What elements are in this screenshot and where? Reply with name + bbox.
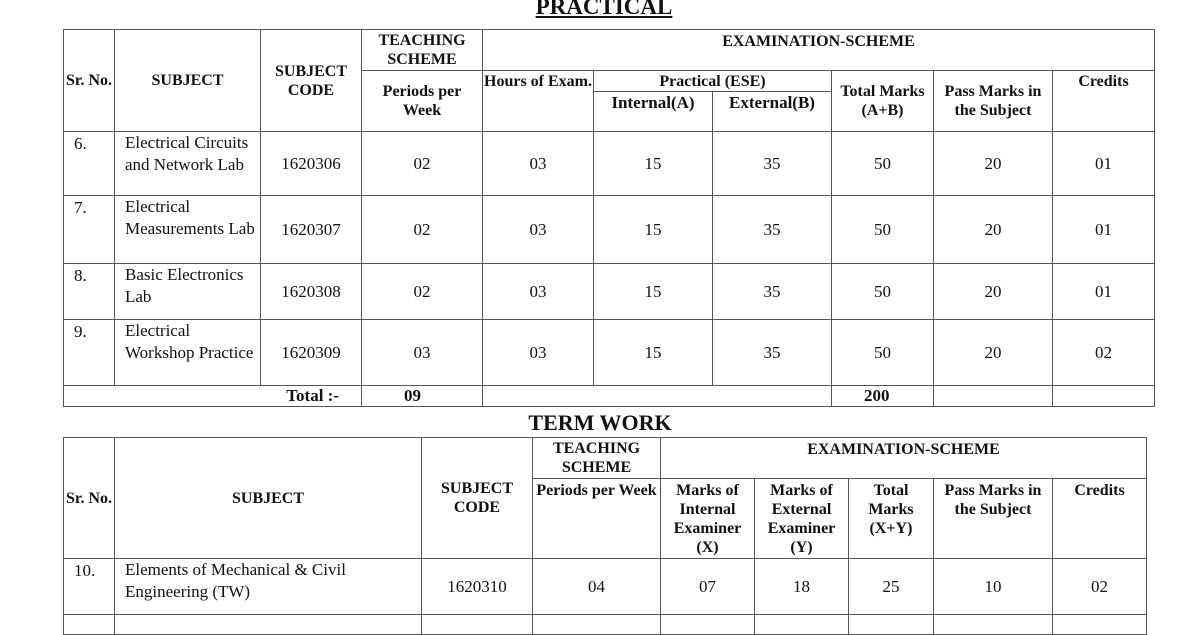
table-row (64, 320, 1155, 386)
header-subject: SUBJECT (115, 438, 422, 559)
credits: 01 (1053, 264, 1155, 320)
table-row (64, 615, 1147, 635)
header-examination-scheme: EXAMINATION-SCHEME (661, 438, 1147, 479)
pass-marks: 10 (934, 559, 1053, 615)
header-periods-per-week: Periods per Week (533, 479, 661, 559)
external-marks: 35 (713, 196, 832, 264)
total-periods: 09 (362, 386, 483, 407)
header-periods-per-week: Periods per Week (362, 71, 483, 132)
subject-code: 1620306 (261, 132, 362, 196)
subject-code: 1620310 (422, 559, 533, 615)
total-label: Total :- (64, 386, 362, 407)
subject-name: Electrical Circuits and Network Lab (115, 132, 261, 196)
internal-marks: 15 (594, 132, 713, 196)
subject-name: Electrical Measurements Lab (115, 196, 261, 264)
pass-marks: 20 (934, 132, 1053, 196)
header-total-marks: Total Marks (X+Y) (849, 479, 934, 559)
hours: 03 (483, 264, 594, 320)
periods: 04 (533, 559, 661, 615)
subject-name: Elements of Mechanical & Civil Engineering (TW) (115, 559, 422, 615)
hours: 03 (483, 132, 594, 196)
header-sr-no: Sr. No. (64, 438, 115, 559)
credits: 02 (1053, 320, 1155, 386)
header-sr-no: Sr. No. (64, 30, 115, 132)
blank-cell (755, 615, 849, 635)
sr-no: 8. (64, 264, 115, 320)
blank-cell (483, 386, 832, 407)
header-practical-ese: Practical (ESE) (594, 71, 832, 92)
blank-cell (934, 615, 1053, 635)
subject-code: 1620309 (261, 320, 362, 386)
header-examination-scheme: EXAMINATION-SCHEME (483, 30, 1155, 71)
header-internal-a: Internal(A) (594, 92, 713, 132)
external-marks: 35 (713, 264, 832, 320)
external-marks: 35 (713, 132, 832, 196)
blank-cell (849, 615, 934, 635)
blank-cell (422, 615, 533, 635)
internal-marks: 15 (594, 320, 713, 386)
term-work-table (63, 437, 1147, 635)
subject-code: 1620307 (261, 196, 362, 264)
header-external-examiner: Marks of External Examiner (Y) (755, 479, 849, 559)
blank-cell (661, 615, 755, 635)
header-internal-examiner: Marks of Internal Examiner (X) (661, 479, 755, 559)
internal-marks: 15 (594, 196, 713, 264)
blank-cell (1053, 386, 1155, 407)
blank-cell (1053, 615, 1147, 635)
subject-name: Electrical Workshop Practice (115, 320, 261, 386)
table-row (64, 559, 1147, 615)
periods: 02 (362, 196, 483, 264)
header-hours-of-exam: Hours of Exam. (483, 71, 594, 132)
total-marks-sum: 200 (832, 386, 934, 407)
total-marks: 50 (832, 264, 934, 320)
pass-marks: 20 (934, 264, 1053, 320)
header-external-b: External(B) (713, 92, 832, 132)
credits: 01 (1053, 132, 1155, 196)
table-row (64, 132, 1155, 196)
pass-marks: 20 (934, 196, 1053, 264)
total-marks: 25 (849, 559, 934, 615)
credits: 02 (1053, 559, 1147, 615)
header-pass-marks: Pass Marks in the Subject (934, 71, 1053, 132)
blank-cell (115, 615, 422, 635)
periods: 02 (362, 132, 483, 196)
periods: 02 (362, 264, 483, 320)
pass-marks: 20 (934, 320, 1053, 386)
term-work-title: TERM WORK (528, 410, 672, 435)
sr-no: 10. (64, 559, 115, 615)
table-row (64, 264, 1155, 320)
header-teaching-scheme: TEACHING SCHEME (362, 30, 483, 71)
total-marks: 50 (832, 132, 934, 196)
external-marks: 18 (755, 559, 849, 615)
header-subject-code: SUBJECT CODE (261, 30, 362, 132)
sr-no: 6. (64, 132, 115, 196)
header-credits: Credits (1053, 479, 1147, 559)
hours: 03 (483, 196, 594, 264)
practical-table (63, 29, 1155, 407)
header-subject-code: SUBJECT CODE (422, 438, 533, 559)
external-marks: 35 (713, 320, 832, 386)
periods: 03 (362, 320, 483, 386)
table-row (64, 196, 1155, 264)
internal-marks: 07 (661, 559, 755, 615)
subject-code: 1620308 (261, 264, 362, 320)
header-subject: SUBJECT (115, 30, 261, 132)
header-total-marks: Total Marks (A+B) (832, 71, 934, 132)
sr-no: 7. (64, 196, 115, 264)
internal-marks: 15 (594, 264, 713, 320)
header-credits: Credits (1053, 71, 1155, 132)
blank-cell (533, 615, 661, 635)
total-marks: 50 (832, 196, 934, 264)
blank-cell (64, 615, 115, 635)
credits: 01 (1053, 196, 1155, 264)
sr-no: 9. (64, 320, 115, 386)
total-row (64, 386, 1155, 407)
total-marks: 50 (832, 320, 934, 386)
hours: 03 (483, 320, 594, 386)
practical-title: PRACTICAL (535, 0, 673, 19)
header-pass-marks: Pass Marks in the Subject (934, 479, 1053, 559)
subject-name: Basic Electronics Lab (115, 264, 261, 320)
blank-cell (934, 386, 1053, 407)
header-teaching-scheme: TEACHING SCHEME (533, 438, 661, 479)
